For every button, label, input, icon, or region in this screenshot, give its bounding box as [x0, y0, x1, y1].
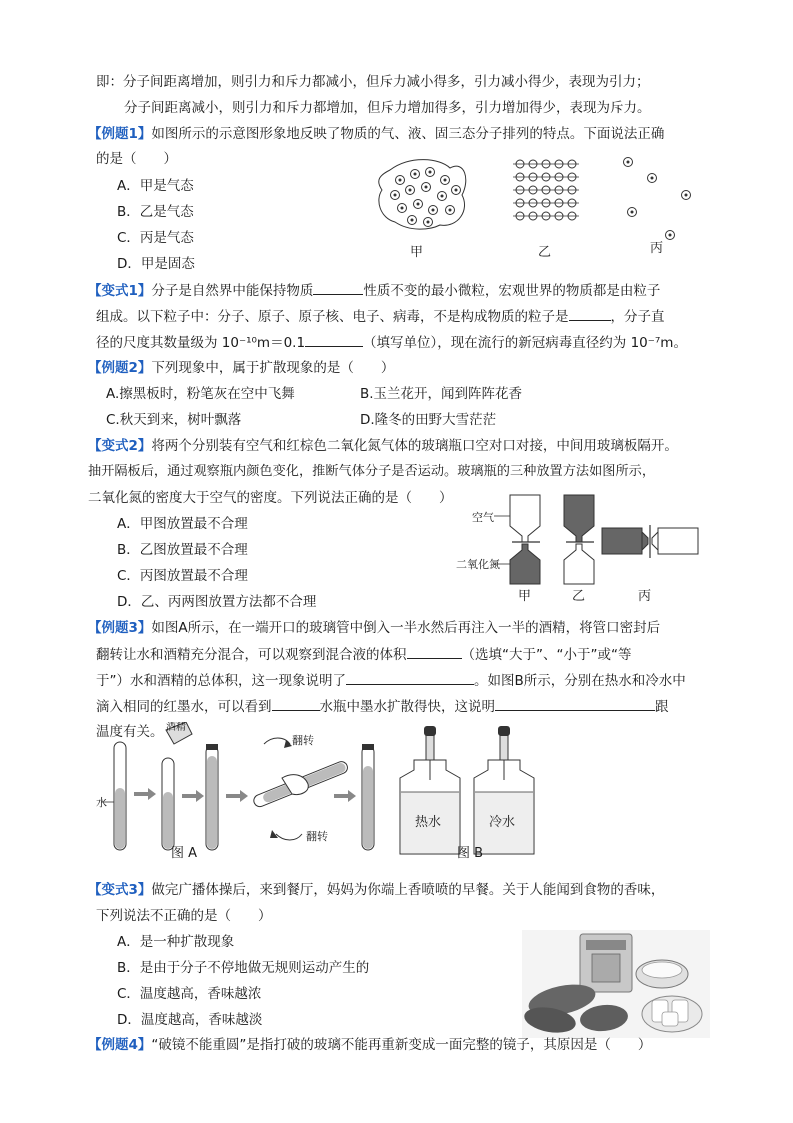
label-no2: 二氧化氮 — [456, 558, 500, 571]
ex3-blank-4[interactable] — [495, 696, 655, 711]
ex3-line-4: 滴入相同的红墨水，可以看到 水瓶中墨水扩散得快，这说明 跟 — [96, 696, 669, 717]
ex1-option-b: B．乙是气态 — [117, 204, 194, 220]
var1-line-2: 组成。以下粒子中：分子、原子、原子核、电子、病毒，不是构成物质的粒子是 ，分子直 — [96, 306, 665, 327]
ex3-blank-3[interactable] — [272, 696, 320, 711]
ex3-line-5: 温度有关。 — [96, 724, 164, 740]
ex2-question: 【例题2】下列现象中，属于扩散现象的是（ ） — [88, 360, 395, 376]
var2-option-d: D．乙、丙两图放置方法都不合理 — [117, 594, 317, 610]
intro-line-1: 即：分子间距离增加，则引力和斥力都减小，但斥力减小得多，引力减小得少，表现为引力； — [96, 74, 650, 90]
var3-line-1: 【变式3】做完广播体操后，来到餐厅，妈妈为你端上香喷喷的早餐。关于人能闻到食物的香味， — [88, 882, 665, 898]
var3-line-2: 下列说法不正确的是（ ） — [96, 908, 272, 924]
gas-bottles-figure — [452, 492, 702, 607]
caption-figure-a: 图 A — [171, 846, 198, 861]
label-air: 空气 — [472, 511, 494, 524]
caption-figure-b: 图 B — [457, 846, 484, 861]
ex3-blank-2[interactable] — [346, 670, 474, 685]
ex3-blank-1[interactable] — [407, 644, 462, 659]
label-alcohol: 酒精 — [166, 722, 186, 733]
label-flip-top: 翻转 — [292, 734, 314, 747]
var3-option-b: B．是由于分子不停地做无规则运动产生的 — [117, 960, 370, 976]
var3-option-c: C．温度越高，香味越浓 — [117, 986, 262, 1002]
ex3-line-1: 【例题3】如图A所示，在一端开口的玻璃管中倒入一半水然后再注入一半的酒精，将管口密封后 — [88, 620, 661, 636]
intro-line-2: 分子间距离减小，则引力和斥力都增加，但斥力增加得多，引力增加得少，表现为斥力。 — [124, 100, 651, 116]
var3-option-a: A．是一种扩散现象 — [117, 934, 235, 950]
label-cold-water: 冷水 — [489, 815, 516, 830]
var1-blank-1[interactable] — [313, 280, 363, 295]
figure1-caption-bing: 丙 — [650, 241, 664, 256]
figure1-caption-jia: 甲 — [410, 245, 424, 260]
label-hot-water: 热水 — [415, 815, 442, 830]
var2-line-1: 【变式2】将两个分别装有空气和红棕色二氧化氮气体的玻璃瓶口空对口对接，中间用玻璃板隔开。 — [88, 438, 678, 454]
var1-line-3: 径的尺度其数量级为 10⁻¹⁰m＝0.1 （填写单位），现在流行的新冠病毒直径约为 10⁻⁷m。 — [96, 332, 687, 353]
ex1-option-c: C．丙是气态 — [117, 230, 194, 246]
figure1-caption-yi: 乙 — [538, 245, 552, 260]
var1-blank-2[interactable] — [569, 306, 611, 321]
var3-option-d: D．温度越高，香味越淡 — [117, 1012, 263, 1028]
breakfast-photo — [522, 930, 710, 1038]
figure2-caption-yi: 乙 — [572, 589, 586, 604]
var1-blank-3[interactable] — [305, 332, 363, 347]
ex3-line-2: 翻转让水和酒精充分混合，可以观察到混合液的体积 （选填“大于”、“小于”或“等 — [96, 644, 631, 665]
ex1-line-2: 的是（ ） — [96, 151, 177, 167]
var2-option-a: A．甲图放置最不合理 — [117, 516, 248, 532]
var2-option-c: C．丙图放置最不合理 — [117, 568, 248, 584]
figure2-caption-jia: 甲 — [518, 589, 532, 604]
ex2-option-b: B.玉兰花开，闻到阵阵花香 — [360, 386, 523, 402]
label-water: 水 — [96, 796, 107, 809]
var2-line-2: 抽开隔板后，通过观察瓶内颜色变化，推断气体分子是否运动。玻璃瓶的三种放置方法如图所示， — [88, 464, 656, 479]
ex2-option-c: C.秋天到来，树叶飘落 — [106, 412, 242, 428]
ex4-question: 【例题4】“破镜不能重圆”是指打破的玻璃不能再重新变成一面完整的镜子，其原因是（ ） — [88, 1037, 652, 1053]
ex1-question: 【例题1】如图所示的示意图形象地反映了物质的气、液、固三态分子排列的特点。下面说法正确 — [88, 126, 665, 142]
var2-line-3: 二氧化氮的密度大于空气的密度。下列说法正确的是（ ） — [88, 490, 453, 506]
mixing-diffusion-figure — [96, 722, 546, 862]
ex1-tag: 【例题1】 — [88, 126, 152, 142]
var2-option-b: B．乙图放置最不合理 — [117, 542, 248, 558]
figure2-caption-bing: 丙 — [638, 589, 652, 604]
label-flip-bottom: 翻转 — [306, 830, 328, 843]
states-of-matter-figure — [370, 150, 700, 265]
ex2-option-a: A.擦黑板时，粉笔灰在空中飞舞 — [106, 386, 295, 402]
ex1-option-d: D．甲是固态 — [117, 256, 195, 272]
var1-line-1: 【变式1】分子是自然界中能保持物质 性质不变的最小微粒，宏观世界的物质都是由粒子 — [88, 280, 660, 301]
ex1-option-a: A．甲是气态 — [117, 178, 194, 194]
ex3-line-3: 于”）水和酒精的总体积，这一现象说明了 。如图B所示，分别在热水和冷水中 — [96, 670, 686, 691]
ex2-option-d: D.隆冬的田野大雪茫茫 — [360, 412, 497, 428]
